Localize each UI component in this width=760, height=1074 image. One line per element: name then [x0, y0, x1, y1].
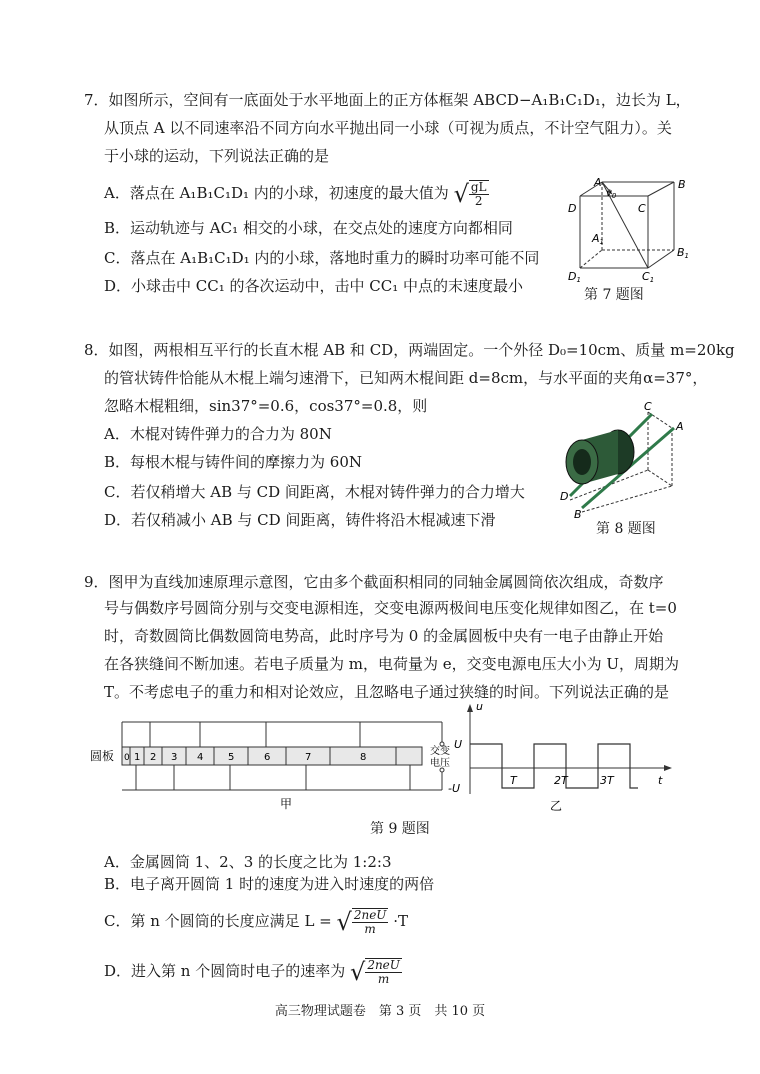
- q9-stem-line-4: 在各狭缝间不断加速。若电子质量为 m，电荷量为 e，交变电源电压大小为 U，周期为: [104, 655, 680, 673]
- q7-option-d: D．小球击中 CC₁ 的各次运动中，击中 CC₁ 中点的末速度最小: [104, 277, 524, 295]
- q8-stem-line-3: 忽略木棍粗细，sin37°=0.6，cos37°=0.8，则: [104, 397, 428, 415]
- q7-option-c: C．落点在 A₁B₁C₁D₁ 内的小球，落地时重力的瞬时功率可能不同: [104, 249, 540, 267]
- q7-option-a-denominator: 2: [474, 194, 483, 208]
- q9-figure-yi-label: 乙: [550, 799, 563, 813]
- q8-label-C: C: [644, 400, 652, 413]
- q9-source-label-1: 交变: [430, 746, 450, 757]
- q7-stem-line-2: 从顶点 A 以不同速率沿不同方向水平抛出同一小球（可视为质点，不计空气阻力）。关: [104, 119, 672, 137]
- page-footer: 高三物理试题卷 第 3 页 共 10 页: [274, 1004, 486, 1019]
- q8-label-D: D: [560, 490, 569, 503]
- q9-option-c-text: C．第 n 个圆筒的长度应满足 L =: [104, 912, 332, 930]
- q9-option-d-numerator: 2neU: [367, 958, 400, 972]
- q7-label-D: D: [568, 202, 577, 215]
- q8-stem-line-1: 8．如图，两根相互平行的长直木棍 AB 和 CD，两端固定。一个外径 D₀=10cm、质量 m=20kg: [84, 341, 735, 359]
- q7-label-B1: B1: [677, 246, 690, 260]
- q9-axis-u: u: [476, 700, 483, 713]
- q9-option-c-denominator: m: [364, 922, 376, 936]
- q9-axis-t: t: [658, 774, 663, 787]
- q9-figure-jia-label: 甲: [280, 797, 293, 811]
- q9-option-c: [104, 908, 408, 936]
- q7-stem-line-3: 于小球的运动，下列说法正确的是: [104, 147, 330, 165]
- q7-label-D1: D1: [568, 270, 581, 284]
- q9-tube-number: 1: [134, 752, 141, 763]
- q7-option-a: [104, 180, 489, 208]
- q8-option-d: D．若仅稍减小 AB 与 CD 间距离，铸件将沿木棍减速下滑: [104, 511, 496, 529]
- q9-stem-line-2: 号与偶数序号圆筒分别与交变电源相连，交变电源两极间电压变化规律如图乙，在 t=0: [104, 599, 677, 617]
- q7-option-b: B．运动轨迹与 AC₁ 相交的小球，在交点处的速度方向都相同: [104, 219, 513, 237]
- q9-tube-number: 8: [360, 752, 367, 763]
- q7-option-a-sqrt: √ $\frac{gL}{2}$: [453, 180, 487, 208]
- q8-option-a: A．木棍对铸件弹力的合力为 80N: [104, 425, 332, 443]
- q9-u-negative: -U: [448, 782, 461, 795]
- q9-stem-line-5: T。不考虑电子的重力和相对论效应，且忽略电子通过狭缝的时间。下列说法正确的是: [104, 683, 670, 701]
- q7-stem-line-1: 7．如图所示，空间有一底面处于水平地面上的正方体框架 ABCD−A₁B₁C₁D₁，边长为 L，: [84, 91, 691, 109]
- q8-option-b: B．每根木棍与铸件间的摩擦力为 60N: [104, 453, 363, 471]
- q9-accelerator-figure: [90, 714, 470, 814]
- q7-figure-caption: 第 7 题图: [584, 287, 644, 303]
- q9-plate-label: 圆板: [90, 749, 115, 763]
- q9-option-d-sqrt: √ $\frac{\text{2neU}}{m}$: [350, 958, 400, 986]
- q8-label-B: B: [574, 508, 582, 520]
- q9-tube-number: 0: [124, 753, 130, 763]
- q9-option-a: A．金属圆筒 1、2、3 的长度之比为 1:2:3: [104, 853, 392, 871]
- q9-tube-number: 3: [171, 752, 178, 763]
- q9-option-d: [104, 958, 402, 986]
- q9-source-label-2: 电压: [430, 758, 450, 769]
- q7-label-A1: A1: [592, 232, 604, 246]
- q7-label-A: A: [594, 176, 602, 189]
- q9-tube-number: 2: [150, 752, 157, 763]
- q9-option-c-sqrt: √ $\frac{\text{2neU}}{m}$: [336, 908, 387, 936]
- q9-tick-3T: 3T: [600, 774, 614, 787]
- q9-option-d-text: D．进入第 n 个圆筒时电子的速率为: [104, 962, 346, 980]
- q9-tube-number: 5: [228, 752, 235, 763]
- q9-u-positive: U: [454, 738, 463, 751]
- q9-option-b: B．电子离开圆筒 1 时的速度为进入时速度的两倍: [104, 875, 435, 893]
- q7-label-C1: C1: [642, 270, 655, 284]
- q9-tube-number: 6: [264, 752, 271, 763]
- q9-option-c-suffix: ·T: [393, 912, 408, 930]
- q8-option-c: C．若仅稍增大 AB 与 CD 间距离，木棍对铸件弹力的合力增大: [104, 483, 525, 501]
- q9-stem-line-3: 时，奇数圆筒比偶数圆筒电势高，此时序号为 0 的金属圆板中央有一电子由静止开始: [104, 627, 664, 645]
- q9-option-d-denominator: m: [377, 972, 390, 986]
- q8-label-A: A: [676, 420, 684, 433]
- q9-tube-number: 4: [197, 752, 204, 763]
- q9-tick-2T: 2T: [554, 774, 568, 787]
- q7-label-C: C: [638, 202, 646, 215]
- q7-option-a-numerator: gL: [470, 180, 487, 194]
- q8-figure-caption: 第 8 题图: [596, 521, 656, 537]
- q7-label-B: B: [678, 178, 686, 191]
- q7-option-a-text: A．落点在 A₁B₁C₁D₁ 内的小球，初速度的最大值为: [104, 184, 449, 202]
- q9-tick-T: T: [510, 774, 517, 787]
- q9-tube-number: 7: [305, 752, 312, 763]
- q9-voltage-waveform: [440, 700, 680, 816]
- q9-figure-caption: 第 9 题图: [370, 821, 430, 837]
- q9-option-c-numerator: 2neU: [353, 908, 387, 922]
- q7-cube-figure: [560, 176, 710, 286]
- q8-rods-figure: [560, 400, 690, 520]
- q8-stem-line-2: 的管状铸件恰能从木棍上端匀速滑下，已知两木棍间距 d=8cm，与水平面的夹角α=37°，: [104, 369, 708, 387]
- q7-label-v0: $v_0$: [606, 188, 617, 200]
- q9-stem-line-1: 9．图甲为直线加速原理示意图，它由多个截面积相同的同轴金属圆筒依次组成，奇数序: [84, 573, 664, 591]
